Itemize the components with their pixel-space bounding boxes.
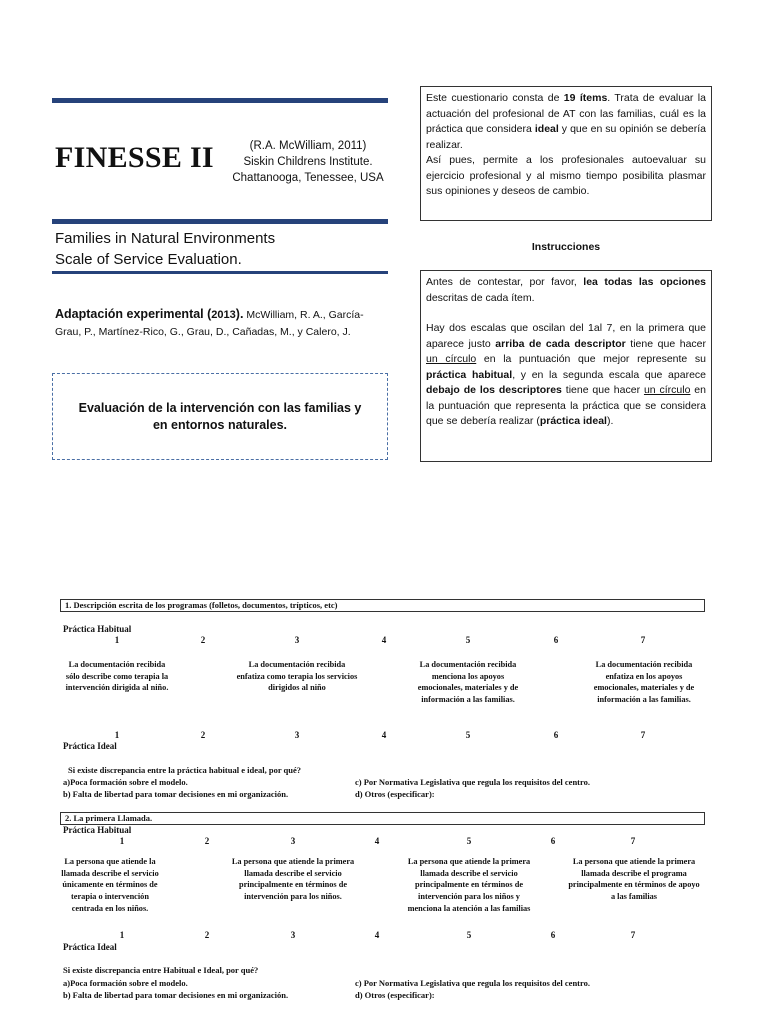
q1-option-c[interactable]: c) Por Normativa Legislativa que regula los requisitos del centro. bbox=[355, 777, 590, 787]
instr-text: en la puntuación que representa la práctica que se considera que se debería realizar ( bbox=[426, 384, 706, 427]
q2-habitual-score-3[interactable]: 3 bbox=[290, 836, 296, 846]
q2-descriptor-5: La persona que atiende la primera llamada describe el servicio principalmente en términos de intervención para los niños y menciona la atención a las familias bbox=[407, 857, 531, 913]
q2-option-c[interactable]: c) Por Normativa Legislativa que regula los requisitos del centro. bbox=[355, 978, 590, 988]
q2-habitual-score-6[interactable]: 6 bbox=[550, 836, 556, 846]
intro-bold: 19 ítems bbox=[563, 92, 608, 104]
q1-habitual-score-5[interactable]: 5 bbox=[465, 635, 471, 645]
q1-ideal-score-4[interactable]: 4 bbox=[381, 730, 387, 740]
q1-ideal-score-6[interactable]: 6 bbox=[553, 730, 559, 740]
q2-habitual-label: Práctica Habitual bbox=[63, 825, 132, 835]
q1-ideal-score-5[interactable]: 5 bbox=[465, 730, 471, 740]
adaptation-close: ). bbox=[235, 307, 244, 321]
item-1-header: 1. Descripción escrita de los programas (folletos, documentos, trípticos, etc) bbox=[60, 599, 705, 612]
instr-text: , y en la segunda escala que aparece bbox=[512, 368, 706, 381]
q2-ideal-score-1[interactable]: 1 bbox=[119, 930, 125, 940]
instr-bold: práctica habitual bbox=[426, 368, 513, 381]
q2-ideal-score-6[interactable]: 6 bbox=[550, 930, 556, 940]
q1-habitual-score-1[interactable]: 1 bbox=[114, 635, 120, 645]
intro-text: Este cuestionario consta de bbox=[426, 92, 564, 104]
adaptation-authors: McWilliam, R. A., García-Grau, P., Martínez-Rico, G., Grau, D., Cañadas, M., y Calero, J. bbox=[55, 309, 364, 338]
bottom-rule bbox=[52, 271, 388, 274]
q2-ideal-score-7[interactable]: 7 bbox=[630, 930, 636, 940]
instr-bold: lea todas las opciones bbox=[583, 276, 707, 288]
q1-habitual-score-7[interactable]: 7 bbox=[640, 635, 646, 645]
q1-ideal-score-7[interactable]: 7 bbox=[640, 730, 646, 740]
subtitle-line: Families in Natural Environments bbox=[55, 230, 276, 247]
intro-text: . Trata de evaluar la actuación del profesional de AT con las familias, cuál es la práctica que considera bbox=[426, 92, 706, 135]
instr-text: Antes de contestar, por favor, bbox=[426, 276, 584, 288]
q1-habitual-label: Práctica Habitual bbox=[63, 624, 132, 634]
instr-text: Hay dos escalas que oscilan del 1al 7, en la primera que aparece justo bbox=[426, 322, 706, 350]
document-title: FINESSE II bbox=[55, 141, 214, 174]
q1-option-a[interactable]: a)Poca formación sobre el modelo. bbox=[63, 777, 188, 787]
intro-text: y que en su opinión se debería realizar. bbox=[426, 123, 706, 151]
instr-bold: práctica ideal bbox=[539, 415, 607, 427]
instr-underline: un círculo bbox=[643, 384, 691, 396]
instr-bold: debajo de los descriptores bbox=[426, 384, 562, 396]
instr-text: en la puntuación que mejor represente su bbox=[476, 353, 706, 365]
instr-text: descritas de cada ítem. bbox=[426, 291, 535, 304]
credit-block bbox=[228, 138, 388, 186]
q2-option-d[interactable]: d) Otros (especificar): bbox=[355, 990, 435, 1000]
q1-ideal-score-1[interactable]: 1 bbox=[114, 730, 120, 740]
q1-habitual-score-4[interactable]: 4 bbox=[381, 635, 387, 645]
q1-descriptor-3: La documentación recibida enfatiza como terapia los servicios dirigidos al niño bbox=[236, 660, 358, 693]
item-2-header: 2. La primera Llamada. bbox=[60, 812, 705, 825]
q1-descriptor-7: La documentación recibida enfatiza en los apoyos emocionales, materiales y de información a las familias. bbox=[593, 660, 695, 705]
q2-option-a[interactable]: a)Poca formación sobre el modelo. bbox=[63, 978, 188, 988]
credit-line: (R.A. McWilliam, 2011) bbox=[249, 140, 367, 152]
q1-option-b[interactable]: b) Falta de libertad para tomar decisiones en mi organización. bbox=[63, 789, 289, 799]
instr-text: tiene que hacer bbox=[561, 384, 644, 396]
intro-bold: ideal bbox=[534, 123, 559, 135]
q1-ideal-score-2[interactable]: 2 bbox=[200, 730, 206, 740]
instr-text: tiene que hacer bbox=[625, 337, 706, 350]
q2-discrepancy-question: Si existe discrepancia entre Habitual e Ideal, por qué? bbox=[63, 965, 259, 975]
instr-text: ). bbox=[606, 415, 614, 427]
instructions-box bbox=[420, 270, 712, 462]
q1-discrepancy-question: Si existe discrepancia entre la práctica habitual e ideal, por qué? bbox=[68, 765, 302, 775]
instructions-paragraph bbox=[426, 321, 706, 430]
adaptation-label: Adaptación experimental ( bbox=[55, 307, 212, 321]
credit-line: Siskin Childrens Institute. bbox=[243, 156, 373, 168]
q2-ideal-label: Práctica Ideal bbox=[63, 942, 117, 952]
q2-ideal-score-5[interactable]: 5 bbox=[466, 930, 472, 940]
q2-descriptor-3: La persona que atiende la primera llamada describe el servicio principalmente en términos de intervención para los niños. bbox=[231, 857, 355, 902]
q1-ideal-label: Práctica Ideal bbox=[63, 741, 117, 751]
adaptation-credit bbox=[55, 306, 389, 341]
scale-subtitle bbox=[55, 228, 275, 270]
q1-option-d[interactable]: d) Otros (especificar): bbox=[355, 789, 435, 799]
q2-ideal-score-2[interactable]: 2 bbox=[204, 930, 210, 940]
q1-descriptor-1: La documentación recibida sólo describe como terapia la intervención dirigida al niño. bbox=[65, 660, 169, 693]
intro-paragraph-2: Así pues, permite a los profesionales autoevaluar su ejercicio profesional y al mismo tiempo posibilita plasmar sus opiniones y deseos de cambio. bbox=[426, 154, 706, 197]
middle-rule bbox=[52, 219, 388, 224]
q2-habitual-score-1[interactable]: 1 bbox=[119, 836, 125, 846]
q1-habitual-score-2[interactable]: 2 bbox=[200, 635, 206, 645]
instructions-paragraph bbox=[426, 275, 706, 306]
q2-habitual-score-4[interactable]: 4 bbox=[374, 836, 380, 846]
q1-ideal-score-3[interactable]: 3 bbox=[294, 730, 300, 740]
adaptation-year: 2013 bbox=[211, 309, 236, 321]
q2-habitual-score-2[interactable]: 2 bbox=[204, 836, 210, 846]
evaluation-title: Evaluación de la intervención con las familias y en entornos naturales. bbox=[78, 400, 362, 432]
q2-descriptor-7: La persona que atiende la primera llamada describe el programa principalmente en términos de apoyo a las familias bbox=[568, 857, 700, 902]
q1-habitual-score-3[interactable]: 3 bbox=[294, 635, 300, 645]
intro-box bbox=[420, 86, 712, 221]
q2-ideal-score-4[interactable]: 4 bbox=[374, 930, 380, 940]
instr-bold: arriba de cada descriptor bbox=[495, 337, 626, 350]
instr-underline: un círculo bbox=[426, 353, 477, 365]
q2-descriptor-1: La persona que atiende la llamada describe el servicio únicamente en términos de terapia o intervención centrada en los niños. bbox=[61, 857, 159, 913]
evaluation-title-box bbox=[52, 373, 388, 460]
q1-descriptor-5: La documentación recibida menciona los apoyos emocionales, materiales y de información a las familias. bbox=[417, 660, 519, 705]
top-rule bbox=[52, 98, 388, 103]
q2-habitual-score-5[interactable]: 5 bbox=[466, 836, 472, 846]
instructions-heading: Instrucciones bbox=[531, 241, 601, 253]
q2-habitual-score-7[interactable]: 7 bbox=[630, 836, 636, 846]
q2-ideal-score-3[interactable]: 3 bbox=[290, 930, 296, 940]
subtitle-line: Scale of Service Evaluation. bbox=[55, 251, 242, 268]
intro-paragraph bbox=[426, 91, 706, 153]
credit-line: Chattanooga, Tenessee, USA bbox=[232, 172, 384, 184]
q2-option-b[interactable]: b) Falta de libertad para tomar decisiones en mi organización. bbox=[63, 990, 289, 1000]
q1-habitual-score-6[interactable]: 6 bbox=[553, 635, 559, 645]
